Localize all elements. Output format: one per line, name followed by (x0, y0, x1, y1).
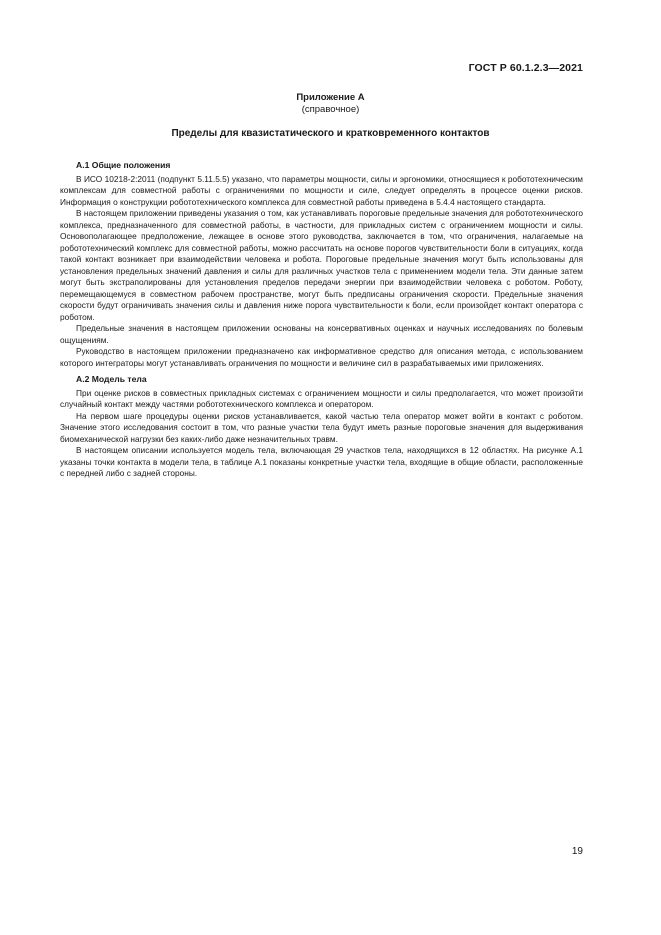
paragraph: На первом шаге процедуры оценки рисков устанавливается, какой частью тела оператор может войти в контакт с роботом. Значение этого исследования состоит в том, что разные участки тела будут иметь разные пороговые значения для выдерживания биомеханической нагрузки без каких-либо даже незначительных травм. (60, 410, 583, 444)
document-body (60, 160, 583, 480)
section-general (60, 160, 583, 369)
paragraph: Руководство в настоящем приложении предназначено как информативное средство для описания метода, с использованием которого интеграторы могут устанавливать ограничения по мощности и величине сил в разрабатываемых ими приложениях. (60, 346, 583, 368)
paragraph: В настоящем приложении приведены указания о том, как устанавливать пороговые предельные значения для робототехнического комплекса, предназначенного для совместной работы, в частности, для прикладных систем с ограничением мощности и силы. Основополагающее предположение, лежащее в основе этого руководства, заключается в том, что ограничения, налагаемые на робототехнический комплекс для совместной работы, можно рассчитать на основе порогов чувствительности боли в ситуациях, когда такой контакт возникает при взаимодействии человека и робота. Пороговые предельные значения могут быть использованы для установления предельных значений давления и силы для различных участков тела с применением модели тела. Эти данные затем могут быть экстраполированы для установления пределов передачи энергии при взаимодействии человека с роботом. Роботу, перемещающемуся в совместном рабочем пространстве, могут быть предписаны ограничения скорости. Предельные значения скорости будут ограничивать значения силы и давления ниже порога чувствительности к боли, если произойдет контакт оператора с роботом. (60, 208, 583, 322)
annex-title: Пределы для квазистатического и кратковременного контактов (171, 128, 490, 139)
page-number: 19 (571, 846, 583, 857)
section-heading: А.2 Модель тела (76, 374, 147, 384)
section-body-model (60, 374, 583, 480)
annex-status: (справочное) (301, 104, 360, 115)
document-code: ГОСТ Р 60.1.2.3—2021 (468, 62, 583, 74)
paragraph: В настоящем описании используется модель тела, включающая 29 участков тела, находящихся в 12 областях. На рисунке А.1 указаны точки контакта в модели тела, в таблице А.1 показаны конкретные участки тела, входящие в общие области, расположенные с передней либо с задней стороны. (60, 445, 583, 478)
section-heading: А.1 Общие положения (76, 160, 171, 170)
paragraph: При оценке рисков в совместных прикладных системах с ограничением мощности и силы предполагается, что может произойти случайный контакт между частями робототехнического комплекса и оператором. (60, 387, 583, 409)
paragraph: Предельные значения в настоящем приложении основаны на консервативных оценках и научных исследованиях по болевым ощущениям. (60, 323, 583, 345)
annex-label: Приложение А (296, 92, 365, 103)
paragraph: В ИСО 10218-2:2011 (подпункт 5.11.5.5) указано, что параметры мощности, силы и эргономики, относящиеся к робототехническим комплексам для совместной работы с ограничениями по мощности и силе, следует определять в процессе оценки рисков. Информация о конструкции робототехнического комплекса для совместной работы приведена в 5.4.4 настоящего стандарта. (60, 173, 583, 207)
annex-heading (0, 92, 661, 116)
